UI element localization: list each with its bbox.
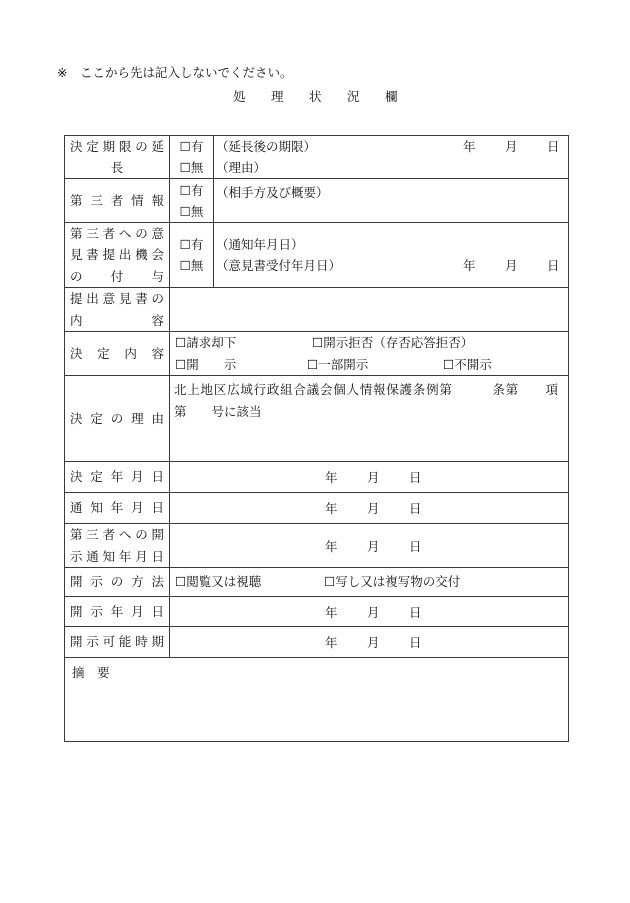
extended-deadline-line <box>216 136 568 158</box>
label-line: 内容 <box>70 312 164 328</box>
remarks-label: 摘 要 <box>72 665 110 680</box>
option-disclosure: ☐開 示 <box>175 356 237 372</box>
checkbox-no: ☐無 <box>179 203 204 219</box>
receipt-date-line <box>216 255 568 277</box>
label-extension-deadline <box>65 136 169 178</box>
option-partial-disclosure: ☐一部開示 <box>307 356 369 372</box>
extended-deadline-label: （延長後の期限） <box>216 138 317 154</box>
extended-deadline-date: 年 月 日 <box>462 138 561 154</box>
content-disclosure-method <box>170 568 568 596</box>
counterparty-line <box>216 182 568 204</box>
content-decision <box>170 332 568 375</box>
checkbox-group-third-party <box>170 179 213 222</box>
label-decision-date <box>65 462 169 492</box>
content-opinion-opportunity <box>214 223 568 287</box>
option-non-disclosure: ☐不開示 <box>443 356 492 372</box>
checkbox-group-extension <box>170 136 213 178</box>
label-available-period <box>65 627 169 657</box>
notice-date-line <box>216 234 568 256</box>
label-line: 決定の理由 <box>70 410 164 426</box>
label-line: 見書提出機会 <box>70 247 164 263</box>
form-title: 処 理 状 況 欄 <box>233 89 405 104</box>
decision-options-line-1 <box>170 332 568 354</box>
extension-reason-label: （理由） <box>216 160 267 175</box>
decision-date: 年 月 日 <box>170 462 568 492</box>
label-notice-date <box>65 493 169 523</box>
extension-reason-line <box>216 157 568 179</box>
disclosure-date: 年 月 日 <box>170 597 568 626</box>
notice-date: 年 月 日 <box>170 493 568 523</box>
label-line: 第三者への開 <box>70 527 164 542</box>
label-line: 第三者情報 <box>70 192 164 208</box>
option-copy-delivery: ☐写し又は複写物の交付 <box>324 574 461 590</box>
checkbox-no: ☐無 <box>179 160 204 175</box>
label-disclosure-method <box>65 568 169 596</box>
checkbox-yes: ☐有 <box>179 182 204 198</box>
reason-line-2: 第 号に該当 <box>174 403 262 419</box>
third-party-notice-date: 年 月 日 <box>170 524 568 567</box>
label-line: 決定期限の延 <box>70 138 164 154</box>
label-line: 開示可能時期 <box>70 634 164 650</box>
remarks-area <box>65 658 568 741</box>
option-request-rejected: ☐請求却下 <box>175 335 237 350</box>
label-line: 長 <box>110 160 124 175</box>
label-line: の付与 <box>70 268 164 284</box>
label-line: 開示の方法 <box>70 574 164 590</box>
notice-date-label: （通知年月日） <box>216 236 304 252</box>
label-decision <box>65 332 169 375</box>
decision-options-line-2 <box>170 354 568 376</box>
label-third-party-notice-date <box>65 524 169 567</box>
label-line: 決定年月日 <box>70 469 164 485</box>
option-disclosure-refusal: ☐開示拒否（存否応答拒否） <box>312 335 474 350</box>
receipt-date: 年 月 日 <box>462 258 561 273</box>
receipt-date-label: （意見書受付年月日） <box>216 258 342 273</box>
processing-status-table <box>64 135 569 742</box>
checkbox-group-opinion <box>170 223 213 287</box>
reason-line-1: 北上地区広域行政組合議会個人情報保護条例第 条第 項 <box>174 382 558 397</box>
label-line: 示通知年月日 <box>70 548 164 564</box>
label-opinion-opportunity <box>65 223 169 287</box>
label-line: 提出意見書の <box>70 291 164 306</box>
label-decision-reason <box>65 376 169 461</box>
content-extension-deadline <box>214 136 568 178</box>
notice-text: ※ ここから先は記入しないでください。 <box>57 65 293 80</box>
content-submitted-opinion <box>170 288 568 331</box>
option-viewing: ☐閲覧又は視聴 <box>175 574 262 590</box>
content-decision-reason <box>170 376 568 461</box>
checkbox-yes: ☐有 <box>179 237 204 252</box>
counterparty-label: （相手方及び概要） <box>216 185 329 200</box>
checkbox-yes: ☐有 <box>179 139 204 154</box>
label-disclosure-date <box>65 597 169 626</box>
label-line: 第三者への意 <box>70 225 164 241</box>
label-line: 決定内容 <box>70 345 164 361</box>
label-line: 通知年月日 <box>70 500 164 516</box>
content-third-party-info <box>214 179 568 222</box>
method-options-line <box>170 571 568 593</box>
label-third-party-info <box>65 179 169 222</box>
label-submitted-opinion <box>65 288 169 331</box>
checkbox-no: ☐無 <box>179 258 204 273</box>
available-period-date: 年 月 日 <box>170 627 568 657</box>
label-line: 開示年月日 <box>70 603 164 619</box>
